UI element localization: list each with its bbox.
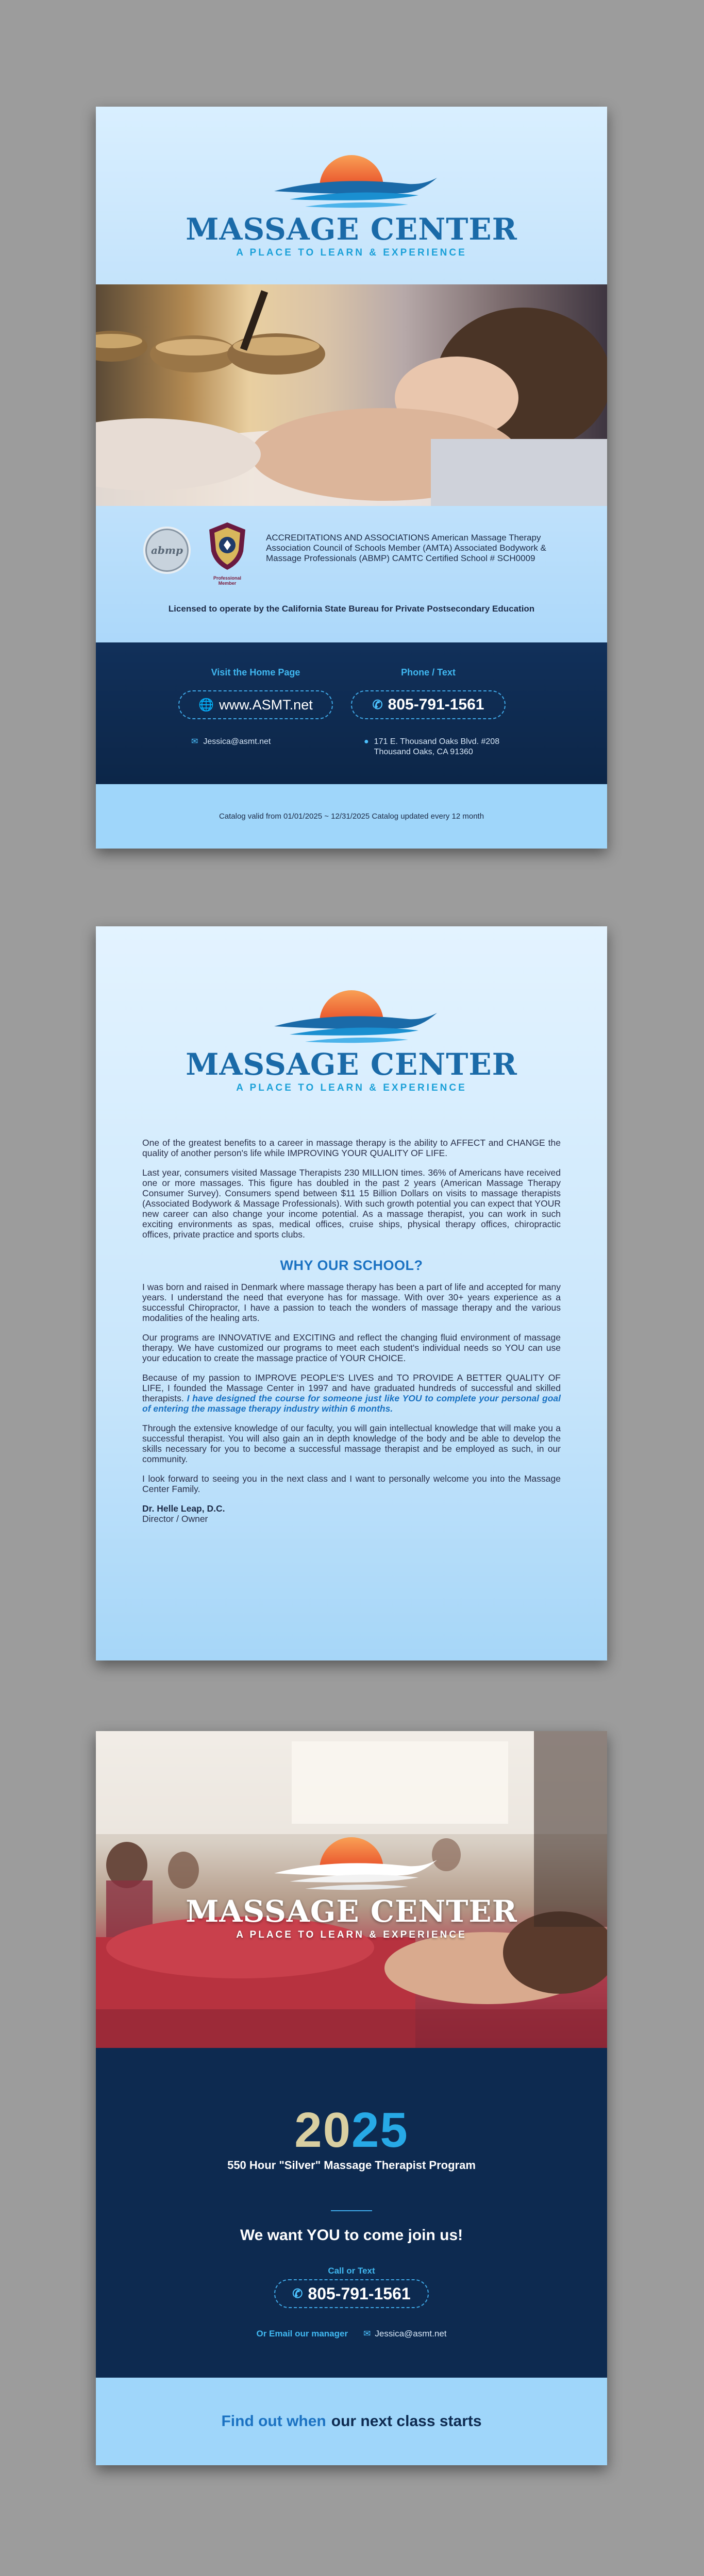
amta-shield-icon xyxy=(204,520,250,572)
year-first-half: 20 xyxy=(294,2103,351,2158)
letter-paragraph: Through the extensive knowledge of our faculty, you will gain intellectual knowledge that will make you a successful therapist. You will also gain an in depth knowledge of the body and be able to develop the skills necessary for you to become a successful massage therapist and be employed as such, in our community. xyxy=(142,1423,561,1464)
letter-paragraph: Last year, consumers visited Massage Therapists 230 MILLION times. 36% of Americans have received one or more massages. This figure has doubled in the past 2 years (American Massage Therapy Consumer Survey). Consumers spend between $11 15 Billion Dollars on visits to massage therapists (Associated Bodywork & Massage Professionals). With such growth potential you can expect that YOUR new career can also change your income potential. As a massage therapist, you can work in such exciting environments as spas, medical offices, cruise ships, physical therapy offices, chiropractic offices, private practice and sports clubs. xyxy=(142,1167,561,1240)
phone-text-label: Phone / Text xyxy=(401,667,456,677)
phone-number: 805-791-1561 xyxy=(388,696,484,713)
photo-illustration xyxy=(96,284,607,506)
envelope-icon: ✉ xyxy=(363,2329,371,2338)
catalog-cover-page xyxy=(96,107,607,849)
welcome-letter-page xyxy=(96,926,607,1660)
brand-tagline: A PLACE TO LEARN & EXPERIENCE xyxy=(236,1929,467,1940)
letter-paragraph: I look forward to seeing you in the next class and I want to personally welcome you into the Massage Center Family. xyxy=(142,1473,561,1494)
location-pin-icon: ● xyxy=(364,737,369,746)
signature-name: Dr. Helle Leap, D.C. xyxy=(142,1503,225,1514)
phone-number: 805-791-1561 xyxy=(308,2284,411,2303)
brand-tagline: A PLACE TO LEARN & EXPERIENCE xyxy=(236,1082,467,1093)
address-block xyxy=(364,737,499,757)
email-address: Jessica@asmt.net xyxy=(375,2329,447,2338)
massage-center-logo xyxy=(96,142,607,259)
call-or-text-label: Call or Text xyxy=(328,2266,375,2276)
abmp-badge-icon xyxy=(143,527,191,574)
envelope-icon: ✉ xyxy=(191,737,198,746)
phone-icon: ✆ xyxy=(292,2286,303,2301)
sun-wave-logo-icon xyxy=(254,1824,449,1899)
letter-paragraph-text: Because of my passion to IMPROVE PEOPLE'S LIVES and TO PROVIDE A BETTER QUALITY OF LIFE, I founded the Massage Center in 1997 and have graduated hundreds of successful and skilled therapists. xyxy=(142,1372,561,1403)
join-us-heading: We want YOU to come join us! xyxy=(240,2227,463,2244)
address-line-1: 171 E. Thousand Oaks Blvd. #208 xyxy=(374,737,500,746)
address-line-2: Thousand Oaks, CA 91360 xyxy=(374,748,473,756)
contact-panel xyxy=(96,642,607,784)
phone-icon: ✆ xyxy=(372,698,383,712)
why-our-school-heading: WHY OUR SCHOOL? xyxy=(280,1258,423,1273)
letter-paragraph: I was born and raised in Denmark where massage therapy has been a part of life and accepted for many years. I understand the need that everyone has for massage. With over 30+ years experience as a successful Chiropractor, I have a passion to teach the wonders of massage therapy and the various modalities of the healing arts. xyxy=(142,1282,561,1323)
home-page-label: Visit the Home Page xyxy=(211,667,300,677)
website-link[interactable] xyxy=(178,690,333,719)
program-title: 550 Hour "Silver" Massage Therapist Program xyxy=(227,2159,476,2172)
sun-wave-logo-icon xyxy=(254,977,449,1052)
letter-paragraph xyxy=(142,1372,561,1414)
email-link[interactable] xyxy=(363,2329,446,2339)
brand-name: MASSAGE CENTER xyxy=(186,1047,517,1082)
letter-paragraph: Our programs are INNOVATIVE and EXCITING and reflect the changing fluid environment of massage therapy. We have customized our programs to meet each student's individual needs so YOU can use your education to create the massage practice of YOUR CHOICE. xyxy=(142,1332,561,1363)
footer-text-highlight: Find out when xyxy=(221,2413,326,2430)
abmp-badge-text: abmp xyxy=(150,544,183,556)
singing-bowls-massage-photo xyxy=(96,284,607,506)
professional-member-badge xyxy=(204,520,250,586)
letter-highlight: I have designed the course for someone just like YOU to complete your personal goal of entering the massage therapy industry within 6 months. xyxy=(142,1393,561,1414)
brand-name: MASSAGE CENTER xyxy=(186,1894,517,1929)
email-row xyxy=(96,2329,607,2339)
letter-body xyxy=(142,1138,561,1524)
divider xyxy=(331,2210,372,2211)
program-year xyxy=(96,2102,607,2159)
footer-text: our next class starts xyxy=(331,2413,482,2430)
website-url: www.ASMT.net xyxy=(219,697,313,713)
year-second-half: 25 xyxy=(351,2103,409,2158)
back-cover-page xyxy=(96,1731,607,2465)
massage-class-photo xyxy=(96,1731,607,2048)
massage-center-logo xyxy=(96,1824,607,1941)
professional-member-caption: Professional Member xyxy=(213,575,242,586)
signature-title: Director / Owner xyxy=(142,1514,208,1524)
accreditations-section xyxy=(96,506,607,642)
license-statement: Licensed to operate by the California State Bureau for Private Postsecondary Education xyxy=(168,604,535,614)
email-link[interactable] xyxy=(191,737,271,747)
sun-wave-logo-icon xyxy=(254,142,449,216)
email-manager-label: Or Email our manager xyxy=(256,2329,348,2338)
globe-icon: 🌐 xyxy=(198,698,214,712)
letter-paragraph: One of the greatest benefits to a career in massage therapy is the ability to AFFECT and CHANGE the quality of another person's life while IMPROVING YOUR QUALITY OF LIFE. xyxy=(142,1138,561,1158)
phone-link[interactable] xyxy=(351,690,506,719)
massage-center-logo xyxy=(96,977,607,1094)
accreditations-text: ACCREDITATIONS AND ASSOCIATIONS American Massage Therapy Association Council of Schools Member (AMTA) Associated Bodywork & Massage Professionals (ABMP) CAMTC Certified School # SCH0009 xyxy=(266,533,546,563)
brand-tagline: A PLACE TO LEARN & EXPERIENCE xyxy=(236,247,467,258)
catalog-validity-text: Catalog valid from 01/01/2025 ~ 12/31/2025 Catalog updated every 12 month xyxy=(219,812,484,821)
phone-link[interactable] xyxy=(274,2279,429,2308)
brand-name: MASSAGE CENTER xyxy=(186,212,517,247)
next-class-footer xyxy=(96,2378,607,2465)
cover-header xyxy=(96,107,607,284)
email-address: Jessica@asmt.net xyxy=(203,737,271,746)
catalog-validity-footer xyxy=(96,784,607,849)
